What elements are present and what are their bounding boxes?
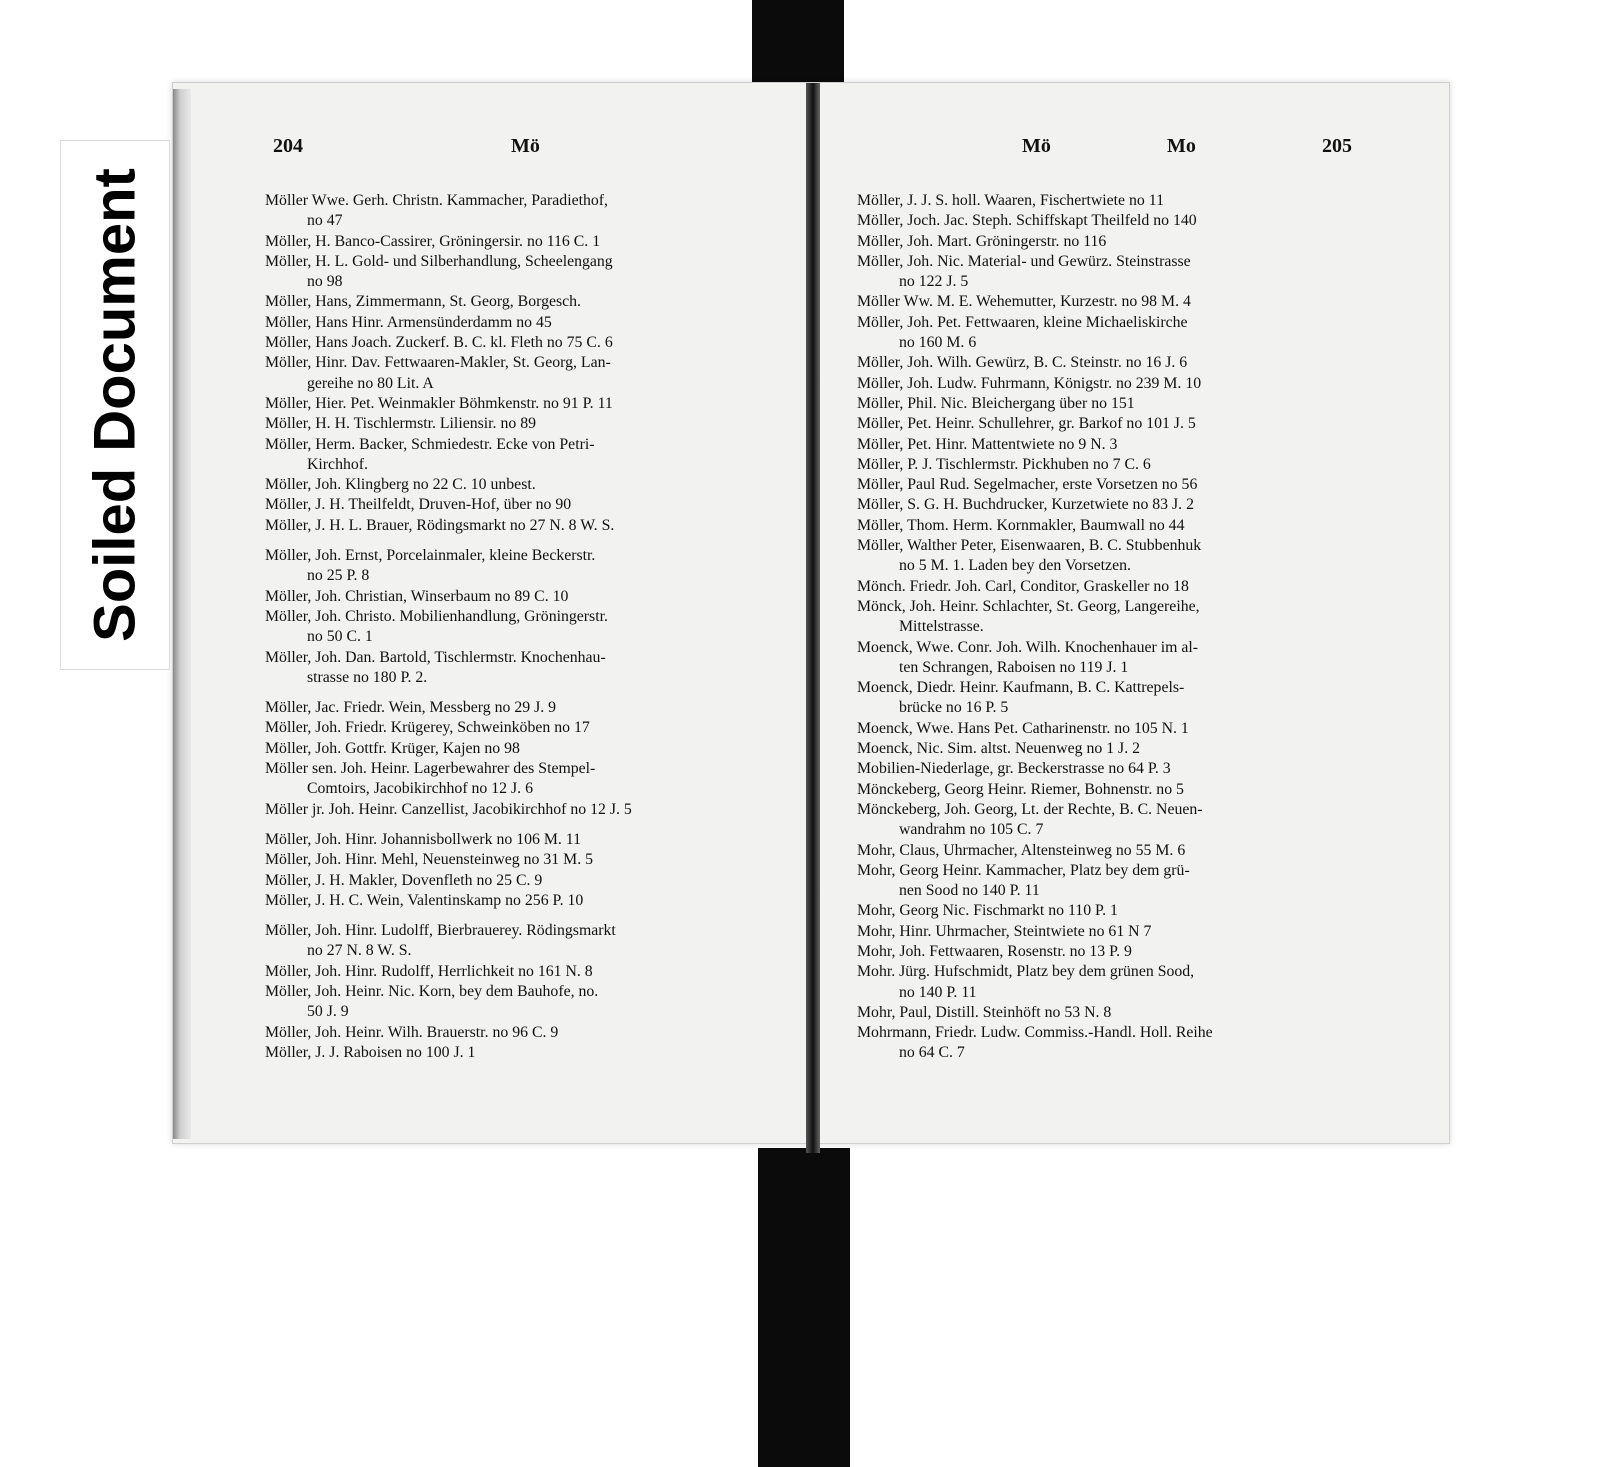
entry-text: Mönckeberg, Georg Heinr. Riemer, Bohnenstr. no 5 [857, 780, 1184, 798]
directory-entry [857, 495, 1357, 515]
entry-text: Möller, Joh. Hinr. Ludolff, Bierbrauerey. Rödingsmarkt [265, 922, 616, 940]
directory-entry [265, 546, 781, 587]
right-page [827, 83, 1439, 1123]
entry-text: Möller, Joh. Christian, Winserbaum no 89 C. 10 [265, 587, 569, 605]
directory-entry [265, 962, 781, 982]
directory-entry [857, 475, 1357, 495]
soiled-document-label: Soiled Document [82, 168, 148, 642]
directory-entry [857, 1023, 1357, 1064]
directory-entry [265, 252, 781, 293]
directory-entry [265, 921, 781, 962]
entry-continuation: 50 J. 9 [307, 1003, 349, 1021]
entry-continuation: no 64 C. 7 [899, 1044, 965, 1062]
entry-text: Mohr, Georg Nic. Fischmarkt no 110 P. 1 [857, 902, 1118, 920]
entry-text: Möller Wwe. Gerh. Christn. Kammacher, Paradiethof, [265, 192, 608, 209]
directory-entry [857, 516, 1357, 536]
directory-entry [265, 495, 781, 515]
directory-entry [857, 841, 1357, 861]
directory-entry [857, 678, 1357, 719]
entry-text: Möller, Joh. Ludw. Fuhrmann, Königstr. no 239 M. 10 [857, 374, 1202, 392]
entry-text: Möller, Joh. Hinr. Mehl, Neuensteinweg no 31 M. 5 [265, 851, 593, 869]
entry-text: Mobilien-Niederlage, gr. Beckerstrasse no 64 P. 3 [857, 760, 1171, 778]
directory-entry [857, 414, 1357, 434]
entry-continuation: no 140 P. 11 [899, 983, 977, 1001]
entry-text: Möller, Herm. Backer, Schmiedestr. Ecke von Petri- [265, 435, 595, 453]
entry-text: Möller, H. Banco-Cassirer, Gröningersir. no 116 C. 1 [265, 232, 601, 250]
entry-text: Möller, Joh. Wilh. Gewürz, B. C. Steinstr. no 16 J. 6 [857, 354, 1188, 372]
directory-entry [265, 1043, 781, 1063]
entry-text: Möller Ww. M. E. Wehemutter, Kurzestr. no 98 M. 4 [857, 293, 1191, 311]
entry-text: Möller, Pet. Hinr. Mattentwiete no 9 N. 3 [857, 435, 1118, 453]
directory-entry [265, 435, 781, 476]
directory-entry [857, 901, 1357, 921]
directory-entry [857, 374, 1357, 394]
directory-entry [265, 982, 781, 1023]
entry-continuation: no 122 J. 5 [899, 273, 969, 291]
entry-continuation: ten Schrangen, Raboisen no 119 J. 1 [899, 658, 1129, 676]
directory-entry [265, 333, 781, 353]
directory-entry [857, 922, 1357, 942]
entry-continuation: gereihe no 80 Lit. A [307, 374, 434, 392]
entry-continuation: Mittelstrasse. [899, 618, 984, 636]
running-head-right-1: Mö [1022, 135, 1051, 157]
directory-entry [265, 292, 781, 312]
directory-entry [265, 739, 781, 759]
directory-entry [857, 739, 1357, 759]
entry-text: Möller, Hinr. Dav. Fettwaaren-Makler, St. Georg, Lan- [265, 354, 611, 372]
directory-entry [857, 719, 1357, 739]
entry-continuation: no 98 [307, 273, 343, 291]
directory-entry [265, 759, 781, 800]
entry-text: Möller, Joh. Gottfr. Krüger, Kajen no 98 [265, 739, 520, 757]
entry-continuation: wandrahm no 105 C. 7 [899, 821, 1044, 839]
entry-text: Moenck, Nic. Sim. altst. Neuenweg no 1 J. 2 [857, 740, 1140, 758]
entry-continuation: no 47 [307, 212, 343, 230]
directory-entry [265, 353, 781, 394]
directory-entry [265, 313, 781, 333]
directory-entry [857, 455, 1357, 475]
entry-text: Möller, Joh. Pet. Fettwaaren, kleine Michaeliskirche [857, 313, 1188, 331]
entry-text: Möller, Jac. Friedr. Wein, Messberg no 29 J. 9 [265, 699, 557, 717]
entry-text: Möller, H. L. Gold- und Silberhandlung, Scheelengang [265, 252, 613, 270]
directory-entry [857, 536, 1357, 577]
entry-text: Möller, J. H. Makler, Dovenfleth no 25 C. 9 [265, 871, 543, 889]
entry-continuation: nen Sood no 140 P. 11 [899, 882, 1040, 900]
directory-entry [265, 800, 781, 820]
entry-text: Mohr, Paul, Distill. Steinhöft no 53 N. 8 [857, 1003, 1112, 1021]
entry-text: Möller, Phil. Nic. Bleichergang über no 151 [857, 394, 1135, 412]
directory-entry [857, 252, 1357, 293]
directory-entry [857, 313, 1357, 354]
directory-entry [265, 232, 781, 252]
left-page [195, 83, 801, 1123]
entry-continuation: no 27 N. 8 W. S. [307, 942, 412, 960]
entry-text: Möller, J. H. C. Wein, Valentinskamp no 256 P. 10 [265, 891, 584, 909]
directory-entry [857, 638, 1357, 679]
entry-text: Möller sen. Joh. Heinr. Lagerbewahrer des Stempel- [265, 760, 596, 778]
directory-entry [857, 292, 1357, 312]
entry-continuation: no 160 M. 6 [899, 334, 977, 352]
entry-text: Möller, J. J. S. holl. Waaren, Fischertwiete no 11 [857, 192, 1164, 209]
directory-entry [265, 891, 781, 911]
running-head-left: Mö [511, 135, 540, 157]
entry-text: Mohr. Jürg. Hufschmidt, Platz bey dem grünen Sood, [857, 963, 1195, 981]
directory-entry [265, 871, 781, 891]
directory-entry [857, 191, 1357, 211]
entry-text: Moenck, Diedr. Heinr. Kaufmann, B. C. Kattrepels- [857, 679, 1185, 697]
directory-entry [857, 394, 1357, 414]
entry-text: Mohr, Georg Heinr. Kammacher, Platz bey dem grü- [857, 861, 1190, 879]
soiled-document-tab [60, 140, 170, 670]
directory-entry [857, 780, 1357, 800]
left-page-header [195, 135, 801, 165]
entry-text: Möller, Joh. Friedr. Krügerey, Schweinköben no 17 [265, 719, 590, 737]
entry-text: Mohrmann, Friedr. Ludw. Commiss.-Handl. Holl. Reihe [857, 1024, 1213, 1042]
entry-text: Möller, Thom. Herm. Kornmakler, Baumwall no 44 [857, 516, 1185, 534]
entry-text: Möller, Pet. Heinr. Schullehrer, gr. Barkof no 101 J. 5 [857, 415, 1196, 433]
entry-text: Möller, Paul Rud. Segelmacher, erste Vorsetzen no 56 [857, 476, 1198, 494]
entry-text: Mohr, Hinr. Uhrmacher, Steintwiete no 61 N 7 [857, 922, 1152, 940]
entry-text: Möller, Hans Joach. Zuckerf. B. C. kl. Fleth no 75 C. 6 [265, 334, 613, 352]
directory-entry [265, 394, 781, 414]
entry-text: Möller, Hans, Zimmermann, St. Georg, Borgesch. [265, 293, 581, 311]
page-number-left: 204 [273, 135, 303, 157]
directory-entry [265, 698, 781, 718]
directory-entry [857, 435, 1357, 455]
entry-continuation: no 5 M. 1. Laden bey den Vorsetzen. [899, 557, 1131, 575]
directory-entry [857, 962, 1357, 1003]
directory-entry [857, 861, 1357, 902]
entry-text: Möller, H. H. Tischlermstr. Liliensir. no 89 [265, 415, 536, 433]
entry-text: Möller, Walther Peter, Eisenwaaren, B. C. Stubbenhuk [857, 537, 1202, 555]
directory-entry [265, 648, 781, 689]
entry-text: Möller, Joh. Hinr. Johannisbollwerk no 106 M. 11 [265, 830, 582, 848]
directory-entry [857, 759, 1357, 779]
entry-text: Möller, J. H. L. Brauer, Rödingsmarkt no 27 N. 8 W. S. [265, 516, 615, 534]
binding-strip-bottom [758, 1148, 850, 1467]
entry-text: Möller, Joh. Heinr. Nic. Korn, bey dem Bauhofe, no. [265, 982, 599, 1000]
directory-entry [857, 211, 1357, 231]
directory-entry [857, 597, 1357, 638]
entry-text: Mönch. Friedr. Joh. Carl, Conditor, Graskeller no 18 [857, 577, 1189, 595]
entry-text: Möller, Joh. Mart. Gröningerstr. no 116 [857, 232, 1107, 250]
entry-text: Möller, Joh. Klingberg no 22 C. 10 unbest. [265, 476, 536, 494]
entry-continuation: no 25 P. 8 [307, 567, 370, 585]
entry-text: Möller, Joch. Jac. Steph. Schiffskapt Theilfeld no 140 [857, 212, 1197, 230]
entry-text: Möller, P. J. Tischlermstr. Pickhuben no 7 C. 6 [857, 455, 1151, 473]
directory-entry [265, 718, 781, 738]
entry-text: Möller, J. H. Theilfeldt, Druven-Hof, über no 90 [265, 496, 572, 514]
right-entry-list [857, 191, 1357, 1064]
entry-text: Mönckeberg, Joh. Georg, Lt. der Rechte, B. C. Neuen- [857, 800, 1203, 818]
entry-text: Mohr, Joh. Fettwaaren, Rosenstr. no 13 P. 9 [857, 942, 1132, 960]
entry-text: Möller, Hier. Pet. Weinmakler Böhmkenstr. no 91 P. 11 [265, 394, 613, 412]
directory-entry [857, 800, 1357, 841]
page-edge [173, 89, 191, 1139]
directory-entry [265, 475, 781, 495]
entry-text: Möller, Joh. Hinr. Rudolff, Herrlichkeit no 161 N. 8 [265, 962, 593, 980]
directory-entry [265, 414, 781, 434]
running-head-right-2: Mo [1167, 135, 1196, 157]
entry-text: Möller, J. J. Raboisen no 100 J. 1 [265, 1043, 476, 1061]
entry-text: Mohr, Claus, Uhrmacher, Altensteinweg no 55 M. 6 [857, 841, 1186, 859]
entry-text: Möller, Joh. Nic. Material- und Gewürz. Steinstrasse [857, 252, 1191, 270]
directory-entry [265, 587, 781, 607]
entry-text: Möller, S. G. H. Buchdrucker, Kurzetwiete no 83 J. 2 [857, 496, 1194, 514]
entry-text: Moenck, Wwe. Conr. Joh. Wilh. Knochenhauer im al- [857, 638, 1198, 656]
book-spread [172, 82, 1450, 1144]
entry-continuation: Kirchhof. [307, 455, 368, 473]
entry-text: Möller, Joh. Dan. Bartold, Tischlermstr. Knochenhau- [265, 648, 606, 666]
entry-text: Möller, Hans Hinr. Armensünderdamm no 45 [265, 313, 552, 331]
entry-text: Möller, Joh. Christo. Mobilienhandlung, Gröningerstr. [265, 607, 608, 625]
entry-text: Möller jr. Joh. Heinr. Canzellist, Jacobikirchhof no 12 J. 5 [265, 800, 632, 818]
directory-entry [265, 516, 781, 536]
directory-entry [265, 830, 781, 850]
entry-continuation: strasse no 180 P. 2. [307, 668, 428, 686]
directory-entry [857, 1003, 1357, 1023]
entry-continuation: brücke no 16 P. 5 [899, 699, 1009, 717]
entry-continuation: Comtoirs, Jacobikirchhof no 12 J. 6 [307, 780, 533, 798]
right-page-header [827, 135, 1439, 165]
directory-entry [857, 232, 1357, 252]
directory-entry [857, 353, 1357, 373]
entry-text: Mönck, Joh. Heinr. Schlachter, St. Georg, Langereihe, [857, 597, 1200, 615]
book-gutter [806, 83, 820, 1153]
entry-text: Moenck, Wwe. Hans Pet. Catharinenstr. no 105 N. 1 [857, 719, 1189, 737]
page-number-right: 205 [1322, 135, 1352, 157]
directory-entry [265, 1023, 781, 1043]
directory-entry [857, 577, 1357, 597]
directory-entry [857, 942, 1357, 962]
directory-entry [265, 850, 781, 870]
left-entry-list [265, 191, 781, 1063]
entry-continuation: no 50 C. 1 [307, 628, 373, 646]
entry-text: Möller, Joh. Ernst, Porcelainmaler, kleine Beckerstr. [265, 547, 596, 565]
directory-entry [265, 607, 781, 648]
directory-entry [265, 191, 781, 232]
entry-text: Möller, Joh. Heinr. Wilh. Brauerstr. no 96 C. 9 [265, 1023, 559, 1041]
